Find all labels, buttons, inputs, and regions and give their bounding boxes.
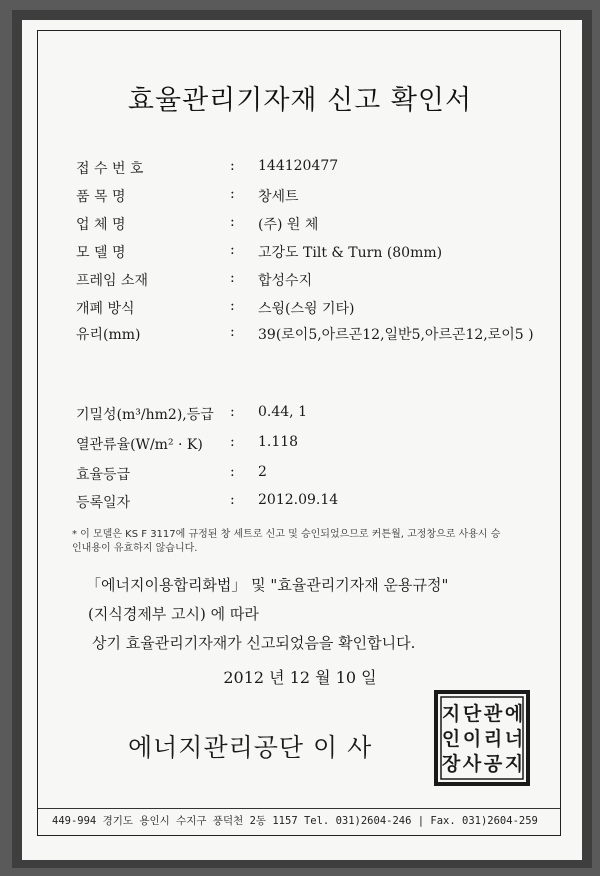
seal-graphic <box>434 690 530 786</box>
field-label: 등록일자 <box>76 495 131 511</box>
seal-glyph: 지 <box>441 703 461 725</box>
seal-glyph: 너 <box>504 728 524 750</box>
field-colon: : <box>230 214 235 230</box>
seal-glyph: 지 <box>504 753 524 775</box>
field-airtightness <box>0 404 600 428</box>
seal-glyph: 관 <box>483 703 503 725</box>
field-glass <box>0 324 600 348</box>
field-label: 업 체 명 <box>76 217 126 233</box>
body-line-notice: (지식경제부 고시) 에 따라 <box>88 605 259 623</box>
seal-glyph: 공 <box>483 753 503 775</box>
footnote: * 이 모델은 KS F 3117에 규정된 창 세트로 신고 및 승인되었으므로 커튼월, 고정창으로 사용시 승인내용이 유효하지 않습니다. <box>72 529 501 554</box>
field-value: 0.44, 1 <box>258 404 307 420</box>
field-label: 품 목 명 <box>76 189 126 205</box>
field-value: 1.118 <box>258 434 299 450</box>
field-model <box>0 242 600 266</box>
field-value: 창세트 <box>258 189 299 205</box>
field-efficiency-grade <box>0 464 600 488</box>
field-colon: : <box>230 158 235 174</box>
field-colon: : <box>230 492 235 508</box>
field-colon: : <box>230 404 235 420</box>
seal-glyph: 인 <box>441 728 461 750</box>
document-title: 효율관리기자재 신고 확인서 <box>127 85 473 116</box>
field-label: 프레임 소재 <box>76 273 149 289</box>
field-item-name <box>0 186 600 210</box>
field-value: (주) 원 체 <box>258 217 319 233</box>
field-label: 접 수 번 호 <box>76 161 144 177</box>
field-frame-material <box>0 270 600 294</box>
field-company <box>0 214 600 238</box>
field-colon: : <box>230 324 235 340</box>
field-label: 열관류율(W/m² · K) <box>76 437 203 453</box>
field-u-value <box>0 434 600 458</box>
seal-glyph: 에 <box>504 703 524 725</box>
field-colon: : <box>230 434 235 450</box>
body-line-law: 「에너지이용합리화법」 및 "효율관리기자재 운용규정" <box>86 576 449 594</box>
field-registration-date <box>0 492 600 516</box>
field-colon: : <box>230 242 235 258</box>
field-colon: : <box>230 298 235 314</box>
field-value: 144120477 <box>258 158 339 174</box>
field-label: 개폐 방식 <box>76 301 135 317</box>
body-line-confirmation: 상기 효율관리기자재가 신고되었음을 확인합니다. <box>92 634 416 652</box>
field-label: 효율등급 <box>76 467 131 483</box>
field-value: 합성수지 <box>258 273 313 289</box>
field-value: 2 <box>258 464 267 480</box>
footer-address: 449-994 경기도 용인시 수지구 풍덕천 2동 1157 Tel. 031)2604-246 | Fax. 031)2604-259 <box>52 815 538 827</box>
issuer-name: 에너지관리공단 이 사 <box>128 733 373 762</box>
field-receipt-number <box>0 158 600 182</box>
footer-divider <box>38 808 560 809</box>
field-value: 39(로이5,아르곤12,일반5,아르곤12,로이5 ) <box>258 327 534 343</box>
seal-glyph: 장 <box>441 753 461 775</box>
field-colon: : <box>230 186 235 202</box>
field-value: 고강도 Tilt & Turn (80mm) <box>258 245 443 261</box>
field-label: 기밀성(m³/hm2),등급 <box>76 407 214 423</box>
issue-date: 2012 년 12 월 10 일 <box>223 668 377 687</box>
seal-glyph: 리 <box>483 728 503 750</box>
seal-glyph: 이 <box>462 728 482 750</box>
field-value: 2012.09.14 <box>258 492 339 508</box>
field-opening-type <box>0 298 600 322</box>
field-colon: : <box>230 464 235 480</box>
field-label: 모 델 명 <box>76 245 126 261</box>
field-value: 스윙(스윙 기타) <box>258 301 355 317</box>
field-label: 유리(mm) <box>76 327 141 343</box>
seal-glyph: 사 <box>462 753 482 775</box>
seal-glyph: 단 <box>462 703 482 725</box>
field-colon: : <box>230 270 235 286</box>
official-seal <box>434 690 530 786</box>
